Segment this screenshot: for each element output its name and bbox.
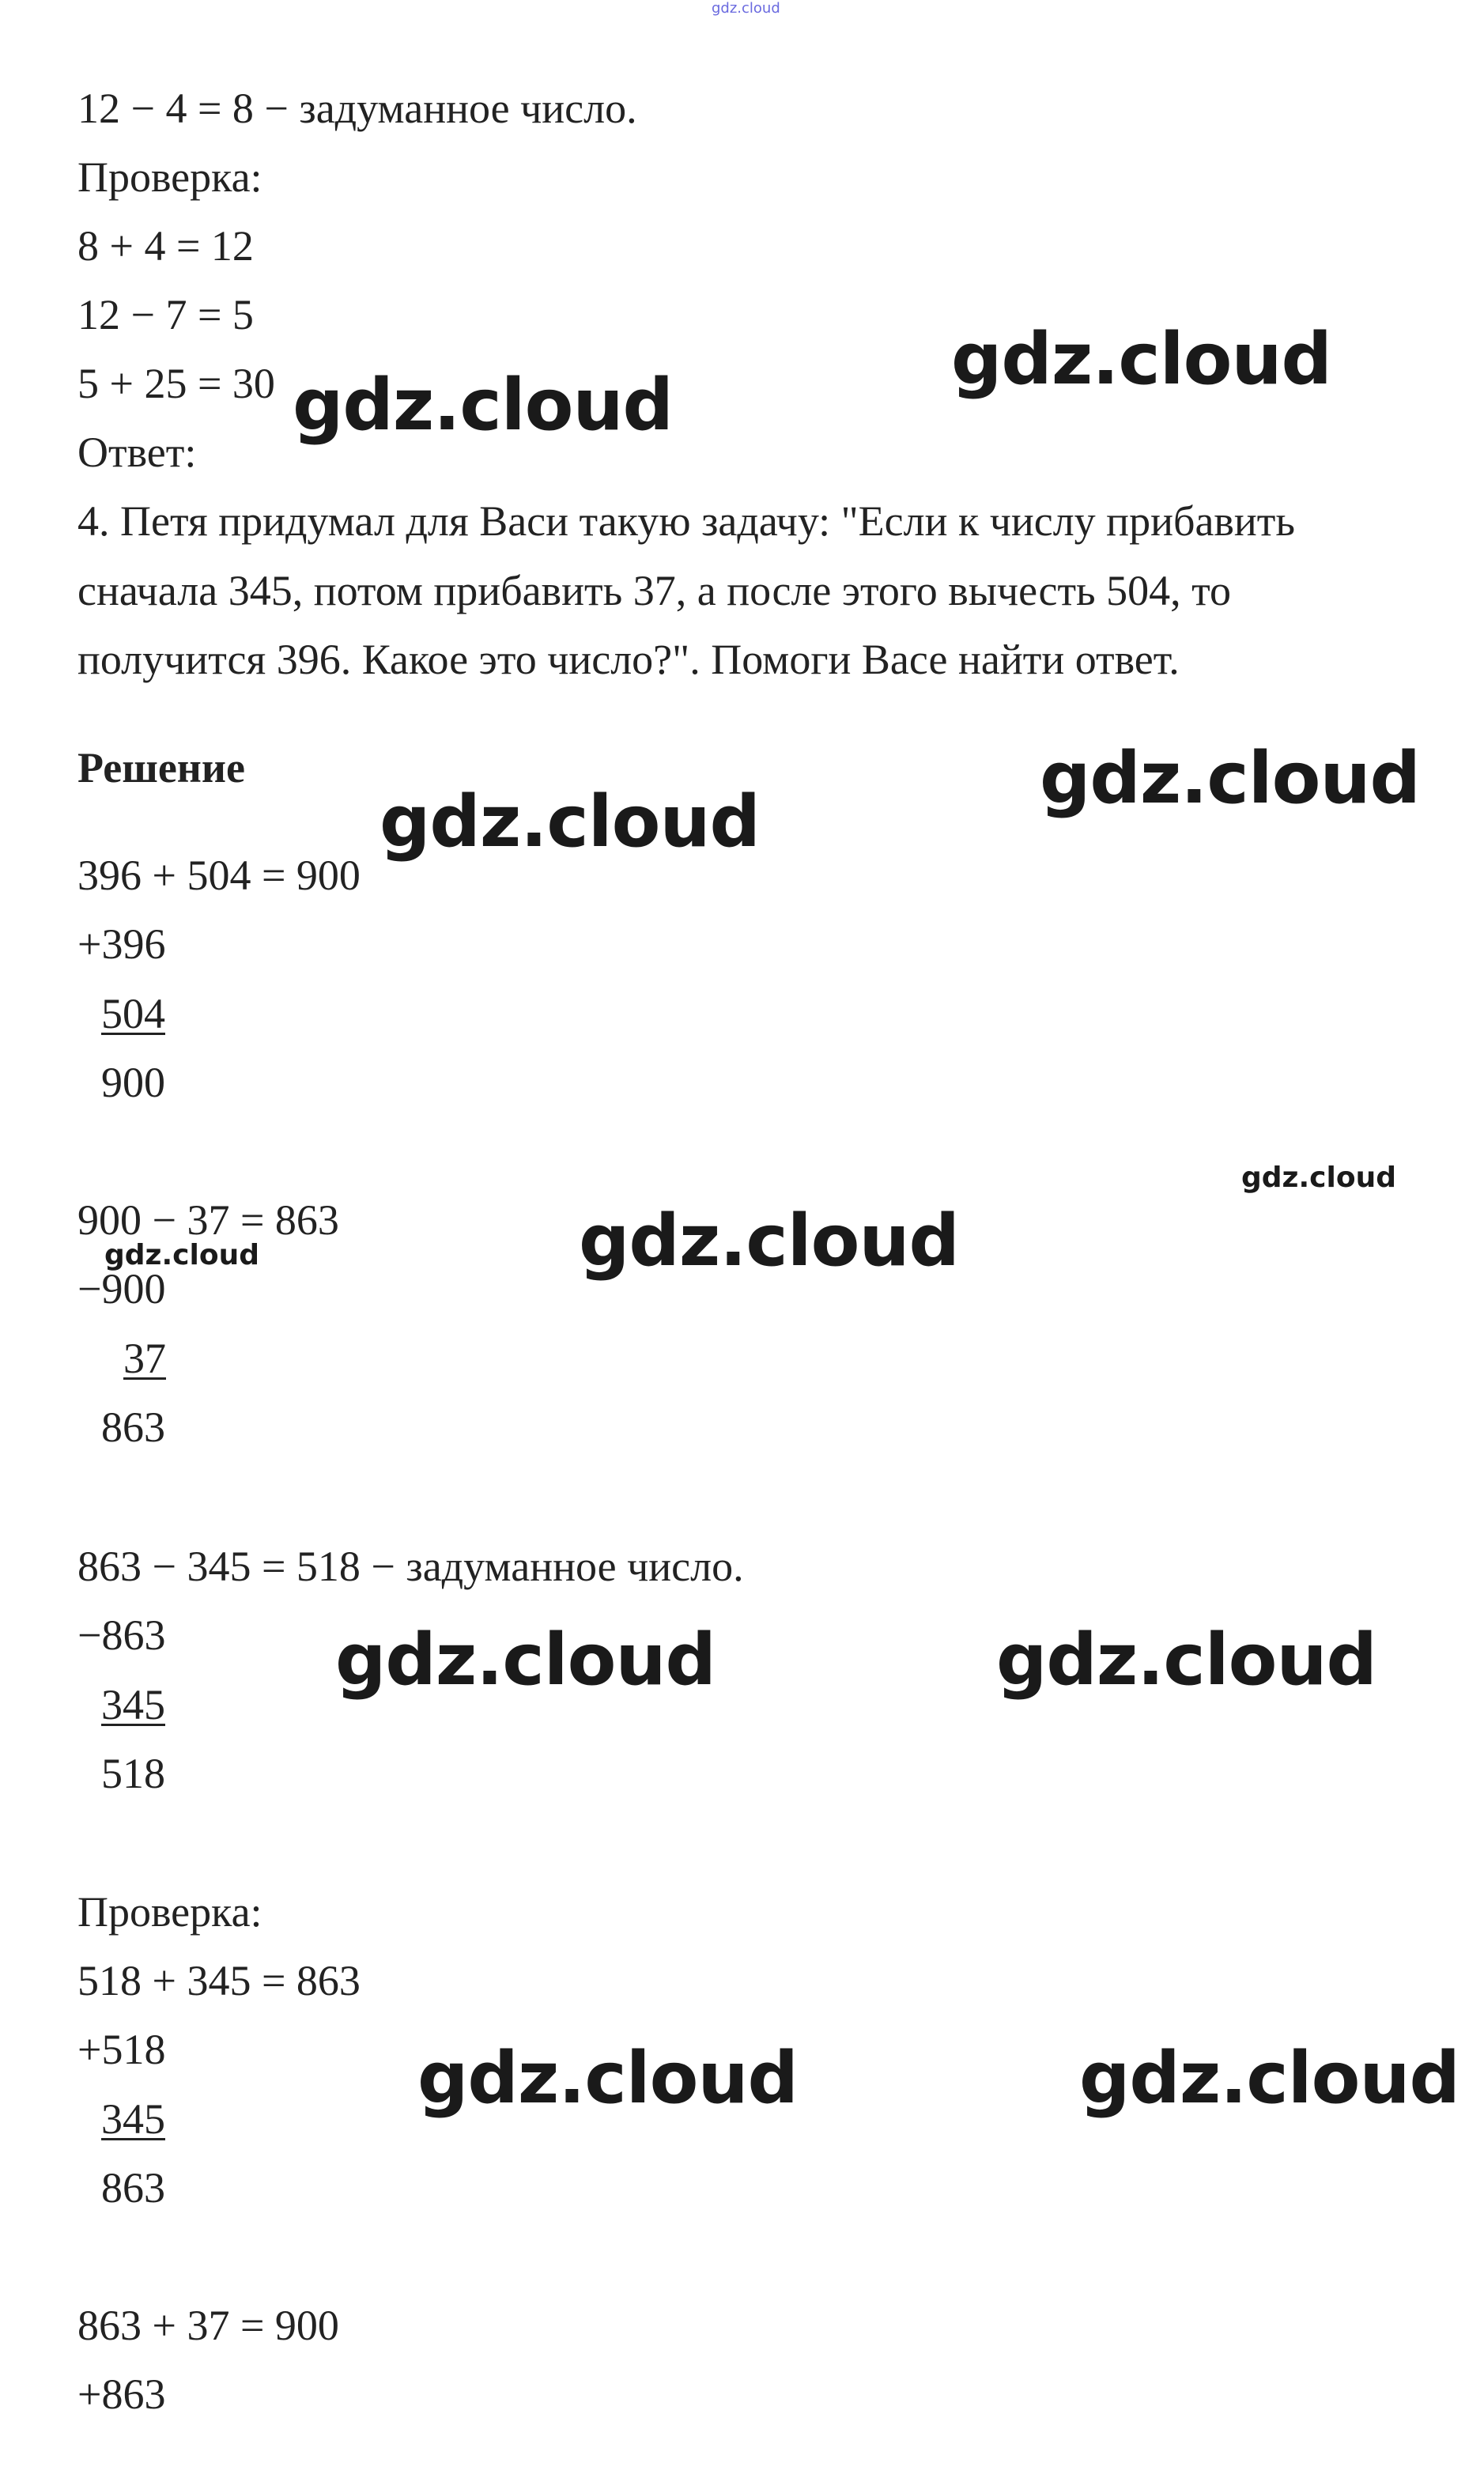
text-line: 518 [101, 1750, 165, 1797]
text-line: получится 396. Какое это число?". Помоги Васе найти ответ. [77, 636, 1180, 683]
text-line: +396 [77, 920, 166, 968]
text-line: 5 + 25 = 30 [77, 360, 275, 407]
watermark: gdz.cloud [104, 1239, 259, 1271]
watermark: gdz.cloud [951, 318, 1331, 401]
text-line: −863 [77, 1611, 166, 1659]
text-line: 863 − 345 = 518 − задуманное число. [77, 1543, 744, 1590]
text-line: 863 [101, 1403, 165, 1451]
text-line: 12 − 4 = 8 − задуманное число. [77, 85, 637, 132]
text-line: 8 + 4 = 12 [77, 222, 254, 270]
text-line: 504 [101, 990, 165, 1037]
text-line: 863 [101, 2164, 165, 2212]
text-line: 900 − 37 = 863 [77, 1196, 339, 1244]
text-line: Ответ: [77, 429, 197, 476]
watermark: gdz.cloud [1241, 1162, 1396, 1194]
text-line: 345 [101, 2095, 165, 2143]
text-line: 900 [101, 1059, 165, 1106]
watermark: gdz.cloud [335, 1619, 716, 1702]
text-line: 4. Петя придумал для Васи такую задачу: "Если к числу прибавить [77, 497, 1296, 545]
text-line: сначала 345, потом прибавить 37, а после этого вычесть 504, то [77, 567, 1232, 614]
watermark: gdz.cloud [1040, 737, 1420, 820]
text-line: −900 [77, 1265, 166, 1313]
text-line: Проверка: [77, 153, 262, 201]
section-heading: Решение [77, 744, 245, 791]
text-line: 345 [101, 1681, 165, 1728]
watermark: gdz.cloud [996, 1619, 1376, 1702]
text-line: +518 [77, 2026, 166, 2073]
watermark-top: gdz.cloud [712, 0, 780, 17]
watermark: gdz.cloud [379, 780, 760, 863]
text-line: Проверка: [77, 1888, 262, 1936]
text-line: 37 [123, 1335, 166, 1382]
text-line: 518 + 345 = 863 [77, 1957, 361, 2004]
text-line: +863 [77, 2370, 166, 2418]
watermark: gdz.cloud [579, 1199, 959, 1282]
text-line: 863 + 37 = 900 [77, 2302, 339, 2349]
watermark: gdz.cloud [417, 2037, 798, 2120]
text-line: 396 + 504 = 900 [77, 852, 361, 899]
watermark: gdz.cloud [293, 364, 673, 447]
text-line: 12 − 7 = 5 [77, 291, 254, 338]
watermark: gdz.cloud [1079, 2037, 1459, 2120]
